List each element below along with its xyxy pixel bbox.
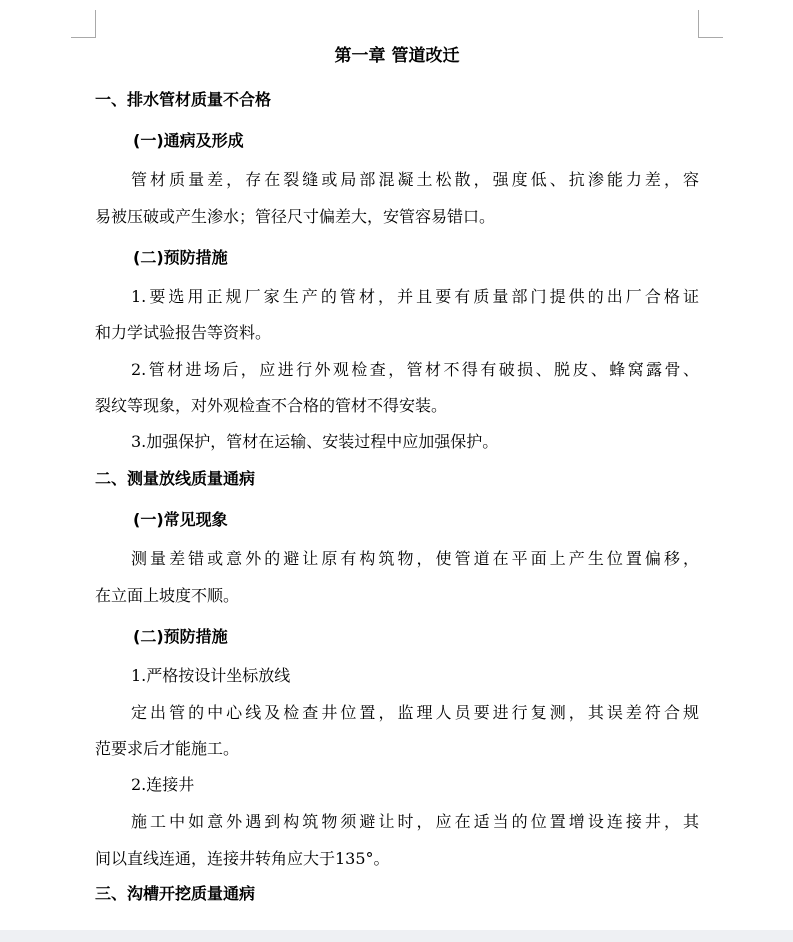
paragraph-line: 测量差错或意外的避让原有构筑物，使管道在平面上产生位置偏移，	[131, 549, 699, 568]
paragraph-line: 范要求后才能施工。	[95, 739, 240, 758]
viewport-bottom-strip	[0, 930, 793, 942]
section-heading: 三、沟槽开挖质量通病	[95, 884, 256, 903]
section-heading: 二、测量放线质量通病	[95, 469, 256, 488]
paragraph-line: 1.要选用正规厂家生产的管材，并且要有质量部门提供的出厂合格证	[131, 287, 699, 306]
document-page[interactable]	[95, 0, 699, 930]
paragraph-line: 间以直线连通，连接井转角应大于135°。	[95, 849, 390, 868]
subsection-heading: (二)预防措施	[133, 627, 228, 646]
page-corner-mark-top-right	[698, 10, 723, 38]
page-corner-mark-top-left	[71, 10, 96, 38]
paragraph-line: 施工中如意外遇到构筑物须避让时，应在适当的位置增设连接井，其	[131, 812, 699, 831]
paragraph-line: 和力学试验报告等资料。	[95, 323, 272, 342]
section-heading: 一、排水管材质量不合格	[95, 90, 272, 109]
paragraph-line: 定出管的中心线及检查井位置，监理人员要进行复测，其误差符合规	[131, 703, 699, 722]
paragraph-line: 易被压破或产生渗水；管径尺寸偏差大，安管容易错口。	[95, 207, 496, 226]
paragraph-line: 2.连接井	[131, 775, 195, 794]
paragraph-line: 管材质量差，存在裂缝或局部混凝土松散，强度低、抗渗能力差，容	[131, 170, 699, 189]
paragraph-line: 2.管材进场后，应进行外观检查，管材不得有破损、脱皮、蜂窝露骨、	[131, 360, 699, 379]
subsection-heading: (一)通病及形成	[133, 131, 244, 150]
paragraph-line: 裂纹等现象，对外观检查不合格的管材不得安装。	[95, 396, 448, 415]
subsection-heading: (一)常见现象	[133, 510, 228, 529]
paragraph-line: 3.加强保护，管材在运输、安装过程中应加强保护。	[131, 432, 499, 451]
paragraph-line: 在立面上坡度不顺。	[95, 586, 240, 605]
subsection-heading: (二)预防措施	[133, 248, 228, 267]
paragraph-line: 1.严格按设计坐标放线	[131, 666, 291, 685]
chapter-title: 第一章 管道改迁	[334, 46, 460, 66]
